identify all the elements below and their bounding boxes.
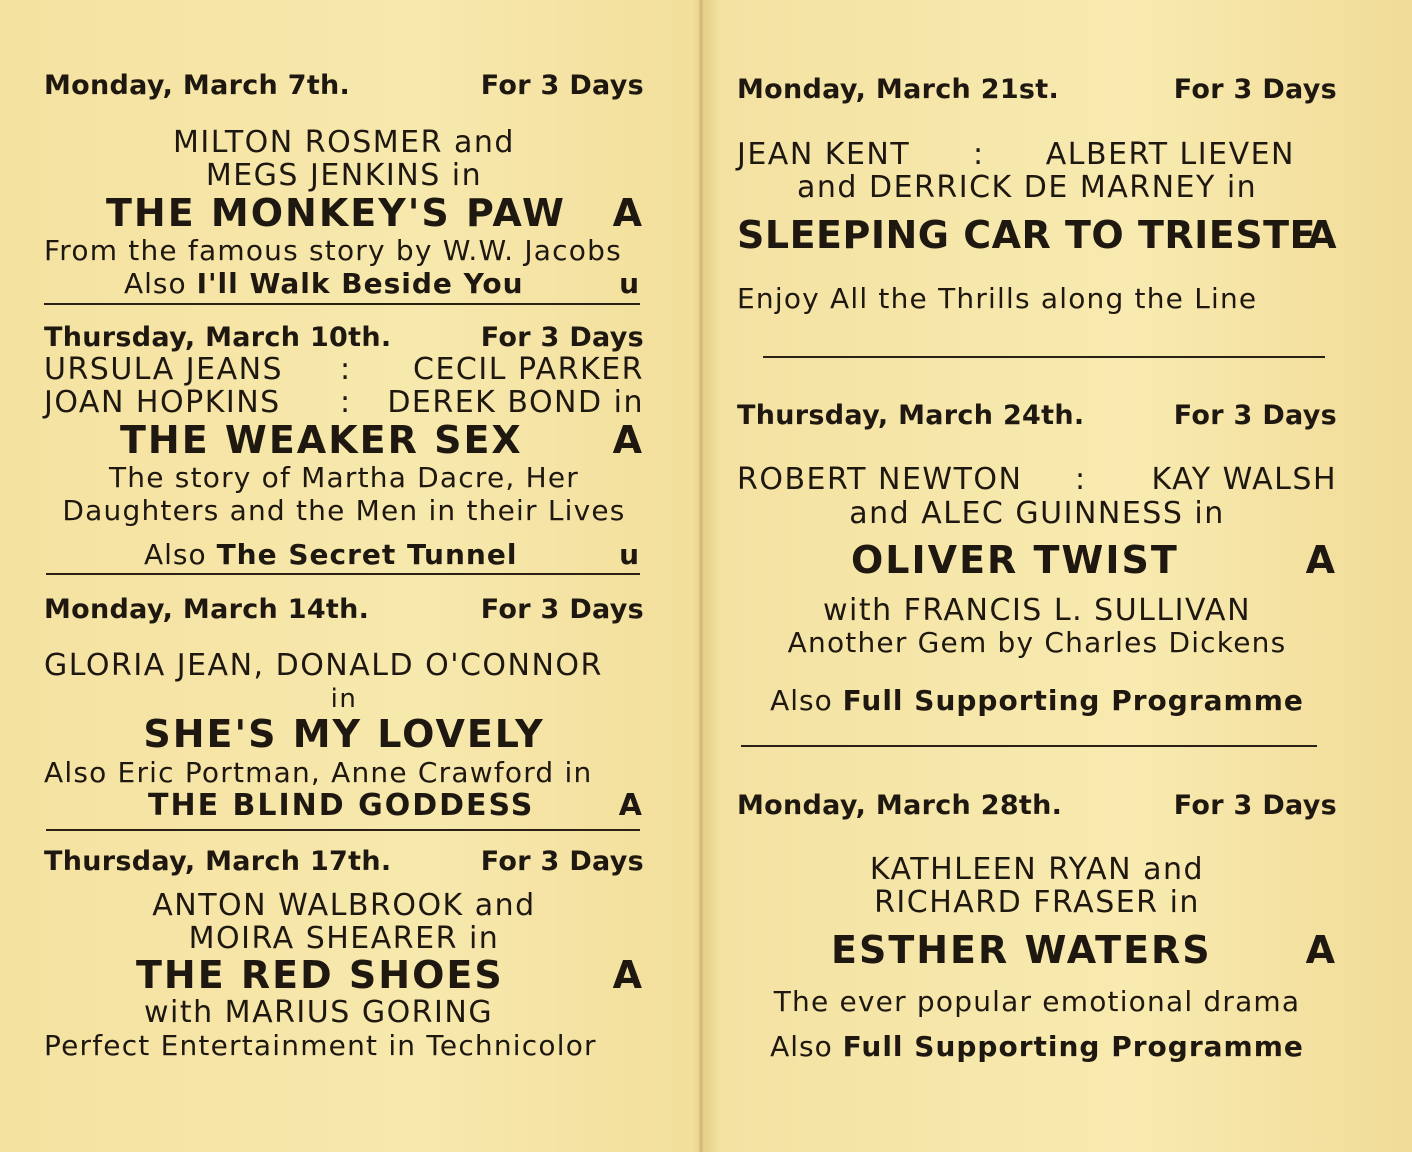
week3-days: For 3 Days [480, 594, 644, 625]
week4-title-row [44, 953, 644, 997]
week1-also-prefix: Also [124, 267, 187, 300]
week4-cast-line2: MOIRA SHEARER in [188, 921, 500, 956]
week1-cast-line1: MILTON ROSMER and [173, 125, 515, 160]
divider-2 [46, 573, 640, 575]
divider-4 [763, 356, 1325, 358]
week4-with-line: with MARIUS GORING [144, 995, 494, 1030]
week6-tagline: Another Gem by Charles Dickens [787, 626, 1287, 659]
divider-3 [46, 829, 640, 831]
week6-cast-line1 [737, 462, 1337, 497]
week2-also-prefix: Also [144, 538, 207, 571]
week3-also-title: THE BLIND GODDESS [148, 788, 535, 823]
week6-also-prefix: Also [770, 684, 833, 717]
week5-sep1: : [973, 137, 985, 172]
week1-cast-line2: MEGS JENKINS in [205, 158, 483, 193]
left-panel [44, 0, 644, 1152]
week4-cast-line1: ANTON WALBROOK and [152, 888, 536, 923]
week2-days: For 3 Days [480, 322, 644, 353]
week5-date: Monday, March 21st. [737, 74, 1060, 105]
divider-5 [741, 745, 1317, 747]
week2-cast2-b: DEREK BOND in [387, 385, 644, 420]
week5-title: SLEEPING CAR TO TRIESTE [737, 213, 1316, 257]
week6-cert: A [1305, 538, 1337, 582]
week2-cast2-a: JOAN HOPKINS [44, 385, 281, 420]
week5-cast-line2: and DERRICK DE MARNEY in [797, 170, 1258, 205]
week7-also-row [737, 1030, 1337, 1063]
week1-title: THE MONKEY'S PAW [106, 191, 566, 235]
week2-header [44, 324, 644, 354]
week2-cast1-b: CECIL PARKER [413, 352, 644, 387]
week1-also-row [44, 267, 644, 300]
week7-also-prefix: Also [770, 1030, 833, 1063]
week7-days: For 3 Days [1173, 790, 1337, 821]
week4-header [44, 848, 644, 878]
week5-cert: A [1307, 213, 1337, 257]
week2-title-row [44, 418, 644, 462]
week6-with-line: with FRANCIS L. SULLIVAN [822, 593, 1252, 628]
week2-sep2: : [340, 385, 352, 420]
week5-title-row [737, 213, 1337, 257]
week6-header [737, 402, 1337, 432]
week2-cert: A [612, 418, 644, 462]
right-panel [737, 0, 1337, 1152]
divider-1 [44, 303, 640, 305]
week1-cert: A [612, 191, 644, 235]
week4-title: THE RED SHOES [136, 953, 504, 997]
week2-also-row [44, 538, 644, 571]
week7-cast-line2: RICHARD FRASER in [874, 885, 1200, 920]
week4-cert: A [612, 953, 644, 997]
week3-header [44, 596, 644, 626]
week1-days: For 3 Days [480, 70, 644, 101]
week7-title: ESTHER WATERS [831, 928, 1212, 972]
week2-cast-line2 [44, 385, 644, 420]
week2-date: Thursday, March 10th. [44, 322, 392, 353]
week7-title-row [737, 928, 1337, 972]
week1-tagline: From the famous story by W.W. Jacobs [44, 234, 622, 267]
week2-sep1: : [340, 352, 352, 387]
week5-header [737, 76, 1337, 106]
week2-cast1-a: URSULA JEANS [44, 352, 284, 387]
week1-title-row [44, 191, 644, 235]
week5-tagline: Enjoy All the Thrills along the Line [737, 282, 1258, 315]
week1-date: Monday, March 7th. [44, 70, 351, 101]
week7-date: Monday, March 28th. [737, 790, 1063, 821]
week6-title: OLIVER TWIST [851, 538, 1179, 582]
week2-tagline2: Daughters and the Men in their Lives [62, 494, 626, 527]
week3-cast-line2: in [330, 684, 358, 714]
week3-title: SHE'S MY LOVELY [143, 712, 545, 756]
week2-also-cert: u [619, 538, 640, 571]
week7-header [737, 792, 1337, 822]
week7-tagline: The ever popular emotional drama [773, 985, 1301, 1018]
week2-cast-line1 [44, 352, 644, 387]
week7-cert: A [1305, 928, 1337, 972]
week3-cast-line1: GLORIA JEAN, DONALD O'CONNOR [44, 648, 603, 683]
week7-cast-line1: KATHLEEN RYAN and [869, 852, 1205, 887]
card-fold [698, 0, 704, 1152]
week2-title: THE WEAKER SEX [120, 418, 523, 462]
week1-header [44, 72, 644, 102]
week5-cast1-a: JEAN KENT [737, 137, 911, 172]
week6-date: Thursday, March 24th. [737, 400, 1085, 431]
week6-cast1-b: KAY WALSH [1151, 462, 1337, 497]
week6-days: For 3 Days [1173, 400, 1337, 431]
week1-also-title: I'll Walk Beside You [196, 267, 524, 300]
week5-cast-line1 [737, 137, 1337, 172]
week6-cast1-a: ROBERT NEWTON [737, 462, 1023, 497]
week6-also-row [737, 684, 1337, 717]
week3-also-title-row [44, 788, 644, 825]
week3-date: Monday, March 14th. [44, 594, 370, 625]
week3-also-cert: A [618, 788, 644, 823]
week5-cast1-b: ALBERT LIEVEN [1045, 137, 1295, 172]
week2-also-title: The Secret Tunnel [216, 538, 518, 571]
week3-also-line: Also Eric Portman, Anne Crawford in [44, 756, 593, 789]
week7-also-title: Full Supporting Programme [842, 1030, 1304, 1063]
week6-title-row [737, 538, 1337, 582]
week6-also-title: Full Supporting Programme [842, 684, 1304, 717]
week1-also-cert: u [619, 267, 640, 300]
week6-cast-line2: and ALEC GUINNESS in [849, 496, 1225, 531]
week4-tagline: Perfect Entertainment in Technicolor [44, 1029, 597, 1062]
week6-sep1: : [1075, 462, 1087, 497]
week2-tagline1: The story of Martha Dacre, Her [109, 461, 579, 494]
week4-days: For 3 Days [480, 846, 644, 877]
week5-days: For 3 Days [1173, 74, 1337, 105]
week4-date: Thursday, March 17th. [44, 846, 392, 877]
